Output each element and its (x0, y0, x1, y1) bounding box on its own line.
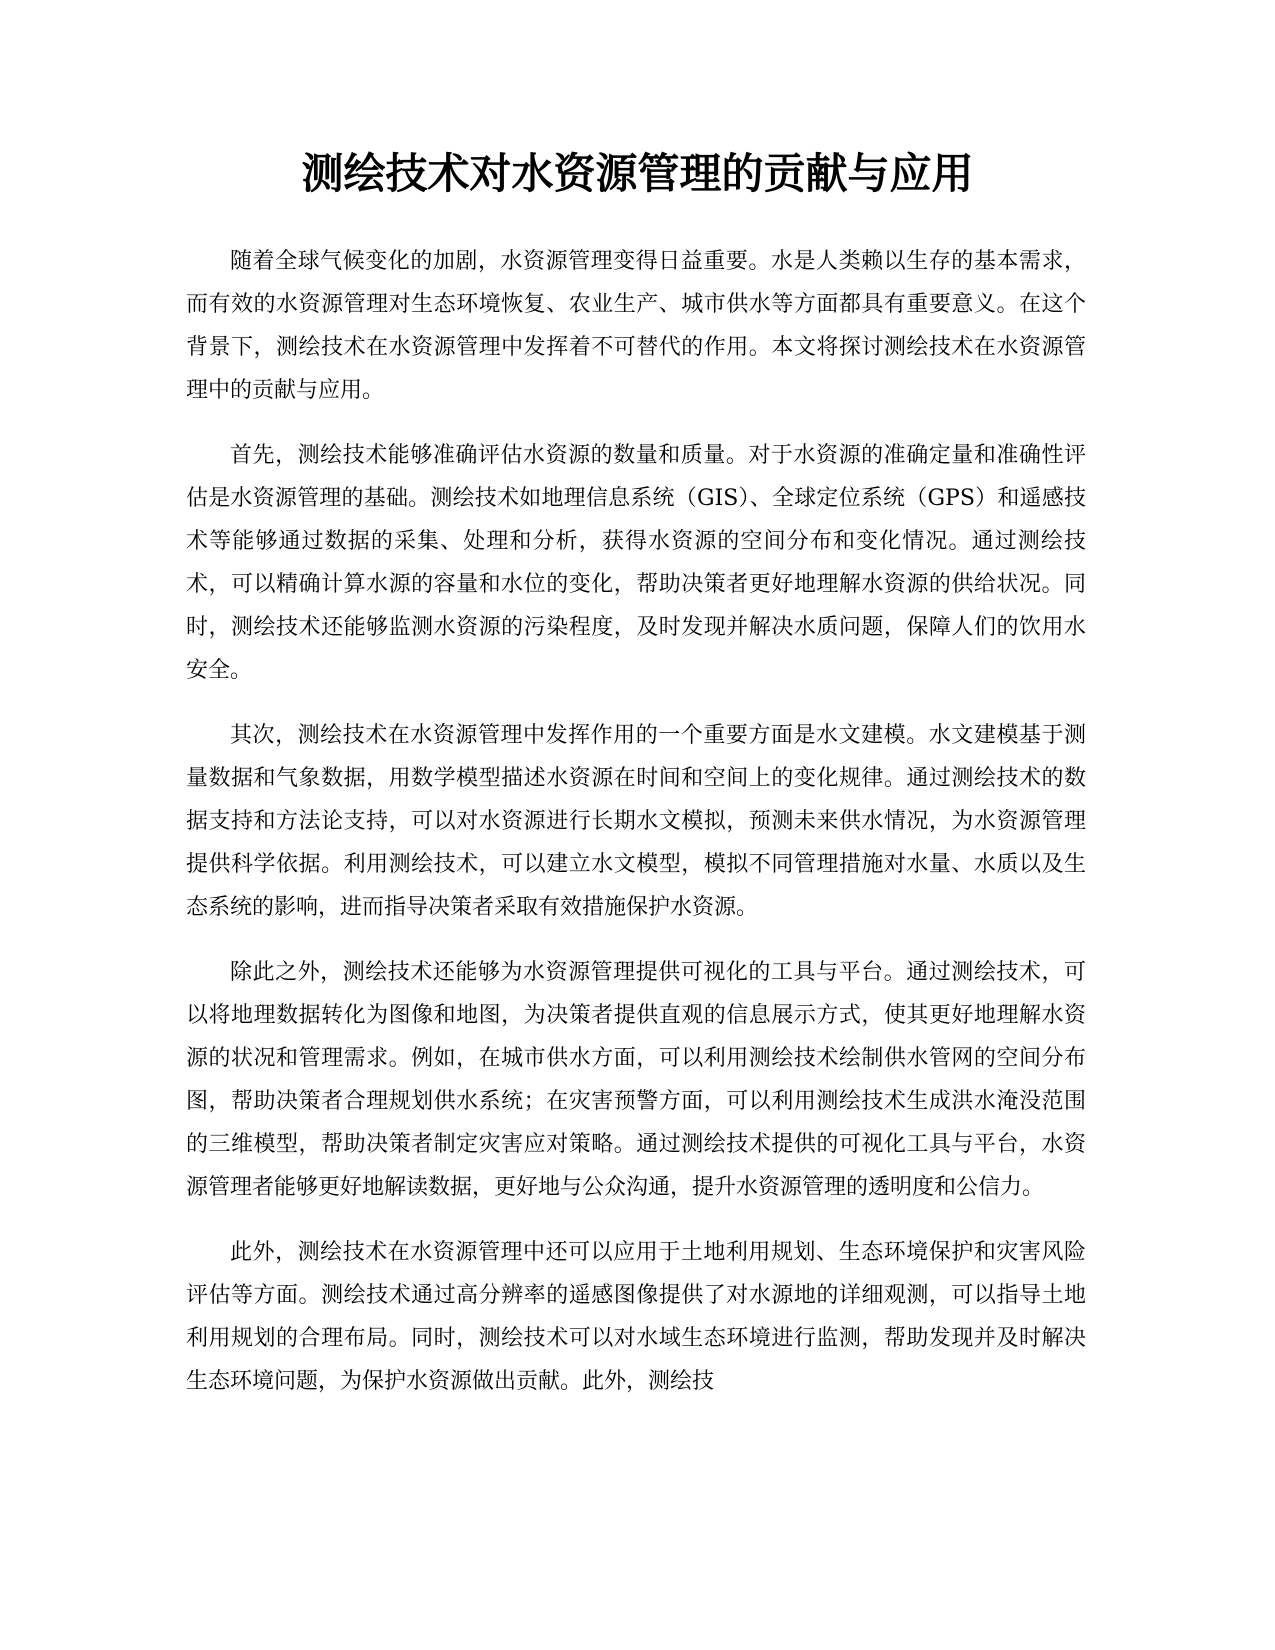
document-title: 测绘技术对水资源管理的贡献与应用 (301, 149, 974, 198)
paragraph-2: 首先，测绘技术能够准确评估水资源的数量和质量。对于水资源的准确定量和准确性评估是水资源管理的基础。测绘技术如地理信息系统（GIS）、全球定位系统（GPS）和遥感技术等能够通过数据的采集、处理和分析，获得水资源的空间分布和变化情况。通过测绘技术，可以精确计算水源的容量和水位的变化，帮助决策者更好地理解水资源的供给状况。同时，测绘技术还能够监测水资源的污染程度，及时发现并解决水质问题，保障人们的饮用水安全。 (186, 443, 1086, 683)
document-body (186, 240, 1086, 1425)
paragraph-4: 除此之外，测绘技术还能够为水资源管理提供可视化的工具与平台。通过测绘技术，可以将地理数据转化为图像和地图，为决策者提供直观的信息展示方式，使其更好地理解水资源的状况和管理需求。例如，在城市供水方面，可以利用测绘技术绘制供水管网的空间分布图，帮助决策者合理规划供水系统；在灾害预警方面，可以利用测绘技术生成洪水淹没范围的三维模型，帮助决策者制定灾害应对策略。通过测绘技术提供的可视化工具与平台，水资源管理者能够更好地解读数据，更好地与公众沟通，提升水资源管理的透明度和公信力。 (186, 960, 1086, 1200)
paragraph-5: 此外，测绘技术在水资源管理中还可以应用于土地利用规划、生态环境保护和灾害风险评估等方面。测绘技术通过高分辨率的遥感图像提供了对水源地的详细观测，可以指导土地利用规划的合理布局。同时，测绘技术可以对水域生态环境进行监测，帮助发现并及时解决生态环境问题，为保护水资源做出贡献。此外，测绘技 (186, 1240, 1086, 1394)
paragraph-3: 其次，测绘技术在水资源管理中发挥作用的一个重要方面是水文建模。水文建模基于测量数据和气象数据，用数学模型描述水资源在时间和空间上的变化规律。通过测绘技术的数据支持和方法论支持，可以对水资源进行长期水文模拟，预测未来供水情况，为水资源管理提供科学依据。利用测绘技术，可以建立水文模型，模拟不同管理措施对水量、水质以及生态系统的影响，进而指导决策者采取有效措施保护水资源。 (186, 723, 1086, 920)
paragraph-1: 随着全球气候变化的加剧，水资源管理变得日益重要。水是人类赖以生存的基本需求，而有效的水资源管理对生态环境恢复、农业生产、城市供水等方面都具有重要意义。在这个背景下，测绘技术在水资源管理中发挥着不可替代的作用。本文将探讨测绘技术在水资源管理中的贡献与应用。 (186, 249, 1086, 403)
